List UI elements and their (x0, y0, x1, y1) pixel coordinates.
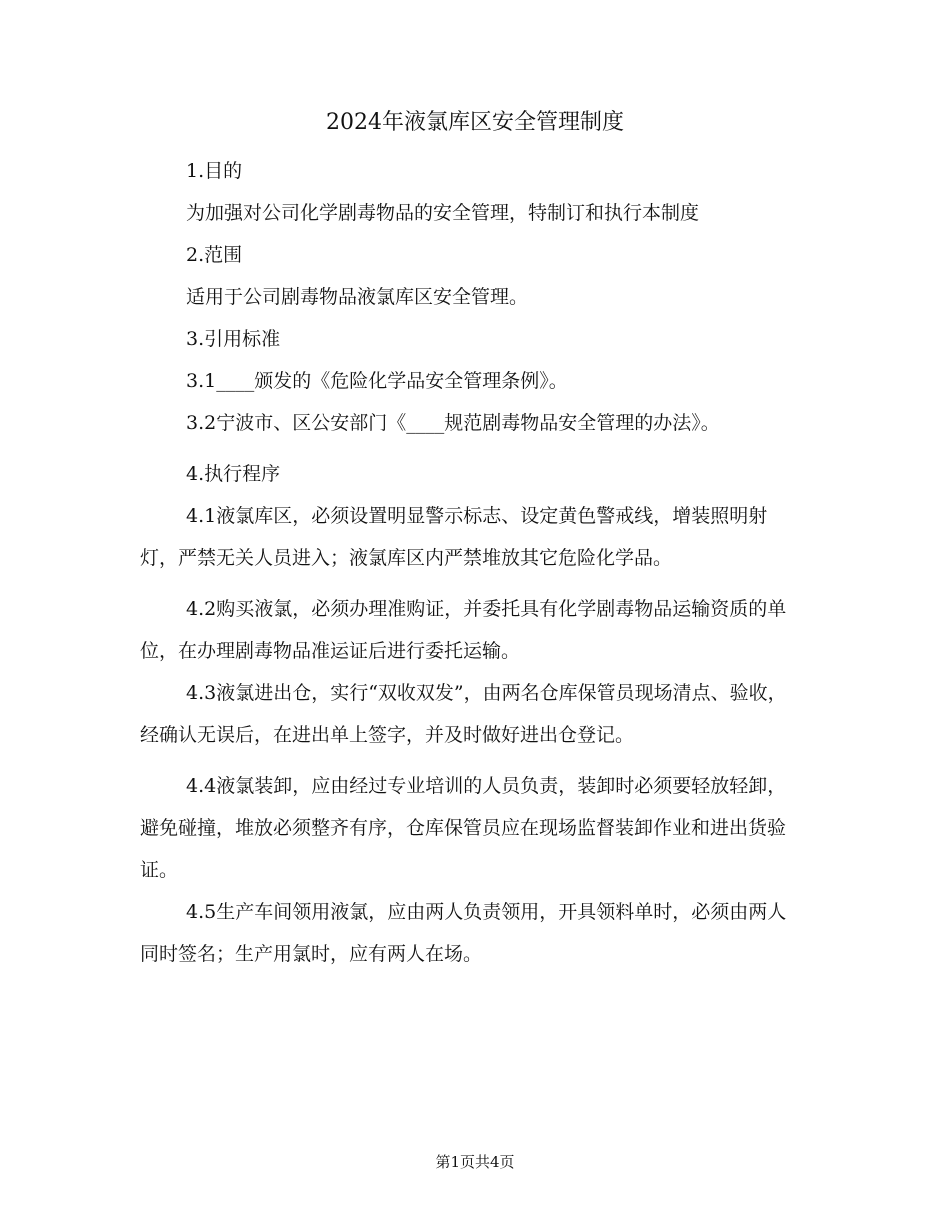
paragraph-reference-3-1: 3.1____颁发的《危险化学品安全管理条例》。 (186, 370, 568, 392)
paragraph-purpose: 为加强对公司化学剧毒物品的安全管理，特制订和执行本制度 (186, 202, 700, 224)
paragraph-reference-3-2: 3.2宁波市、区公安部门《____规范剧毒物品安全管理的办法》。 (186, 412, 720, 434)
paragraph-scope: 适用于公司剧毒物品液氯库区安全管理。 (186, 286, 529, 308)
section-heading-purpose: 1.目的 (186, 160, 243, 182)
paragraph-procedure-4-3: 4.3液氯进出仓，实行“双收双发”，由两名仓库保管员现场清点、验收，经确认无误后，在进出单上签字，并及时做好进出仓登记。 (140, 682, 787, 746)
section-heading-references: 3.引用标准 (186, 328, 281, 350)
paragraph-procedure-4-1: 4.1液氯库区，必须设置明显警示标志、设定黄色警戒线，增装照明射灯，严禁无关人员进入；液氯库区内严禁堆放其它危险化学品。 (140, 505, 768, 569)
section-heading-scope: 2.范围 (186, 244, 243, 266)
document-body (140, 150, 805, 975)
paragraph-procedure-4-5: 4.5生产车间领用液氯，应由两人负责领用，开具领料单时，必须由两人同时签名；生产用氯时，应有两人在场。 (140, 901, 787, 965)
section-heading-procedure: 4.执行程序 (186, 463, 281, 485)
document-title: 2024年液氯库区安全管理制度 (326, 110, 624, 135)
page-footer: 第1页共4页 (435, 1153, 515, 1171)
paragraph-procedure-4-2: 4.2购买液氯，必须办理准购证，并委托具有化学剧毒物品运输资质的单位，在办理剧毒物品准运证后进行委托运输。 (140, 598, 787, 662)
paragraph-procedure-4-4: 4.4液氯装卸，应由经过专业培训的人员负责，装卸时必须要轻放轻卸，避免碰撞，堆放必须整齐有序，仓库保管员应在现场监督装卸作业和进出货验证。 (140, 775, 787, 881)
